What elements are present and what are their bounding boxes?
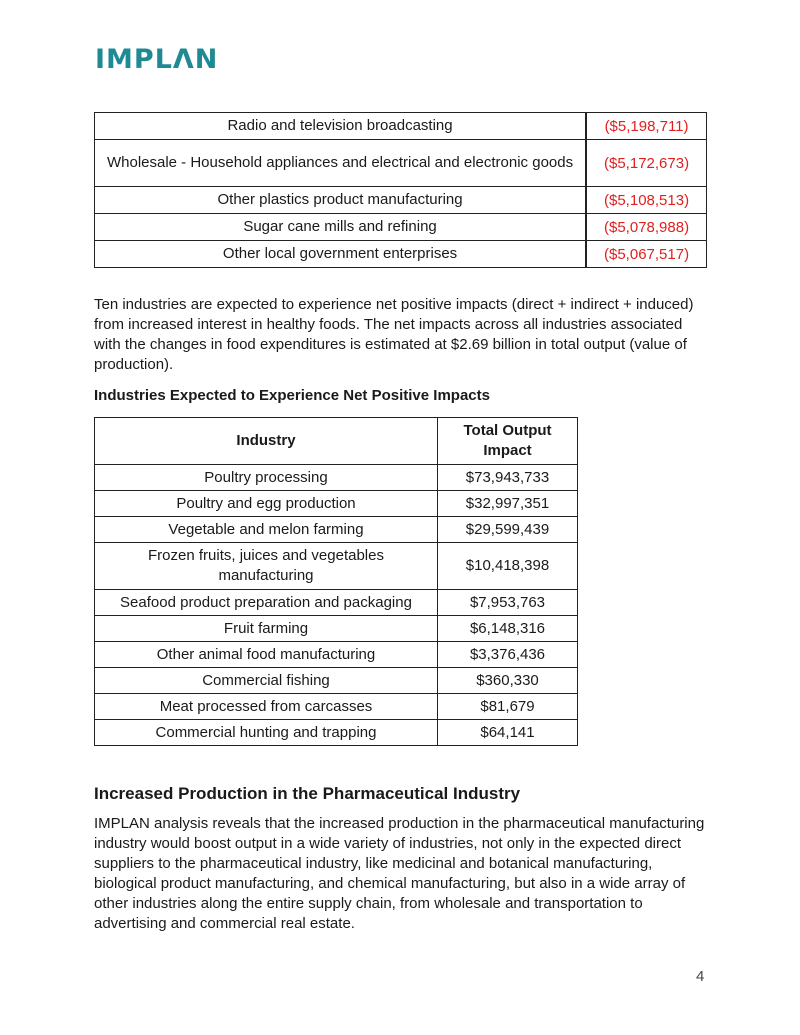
table-row	[95, 616, 578, 642]
industry-cell: Other local government enterprises	[95, 241, 587, 268]
value-cell: ($5,078,988)	[586, 214, 706, 241]
value-cell: $81,679	[438, 694, 578, 720]
table-row	[95, 113, 707, 140]
industry-cell: Meat processed from carcasses	[95, 694, 438, 720]
value-cell: $10,418,398	[438, 543, 578, 590]
page-number: 4	[696, 968, 705, 985]
table-row	[95, 668, 578, 694]
value-cell: $7,953,763	[438, 590, 578, 616]
value-cell: ($5,172,673)	[586, 140, 706, 187]
table-row	[95, 642, 578, 668]
value-cell: ($5,108,513)	[586, 187, 706, 214]
value-cell: ($5,198,711)	[586, 113, 706, 140]
table-row	[95, 187, 707, 214]
value-cell: $6,148,316	[438, 616, 578, 642]
industry-cell: Frozen fruits, juices and vegetables manufacturing	[95, 543, 438, 590]
industry-cell: Poultry processing	[95, 465, 438, 491]
table-row	[95, 491, 578, 517]
table-caption: Industries Expected to Experience Net Positive Impacts	[94, 387, 490, 404]
section-heading: Increased Production in the Pharmaceutical Industry	[94, 784, 521, 803]
table-row	[95, 590, 578, 616]
value-cell: $32,997,351	[438, 491, 578, 517]
value-cell: ($5,067,517)	[586, 241, 706, 268]
healthy-foods-paragraph: Ten industries are expected to experience net positive impacts (direct + indirect + induced) from increased interest in healthy foods. The net impacts across all industries associated with the changes in food expenditures is estimated at $2.69 billion in total output (value of production).	[94, 296, 694, 373]
column-header-industry: Industry	[95, 418, 438, 465]
table-row	[95, 543, 578, 590]
table-row	[95, 720, 578, 746]
pharmaceutical-paragraph: IMPLAN analysis reveals that the increased production in the pharmaceutical manufacturing industry would boost output in a wide variety of industries, not only in the expected direct suppliers to the pharmaceutical industry, like medicinal and botanical manufacturing, biological product manufacturing, and chemical manufacturing, but also in a wide array of other industries along the entire supply chain, from wholesale and transportation to advertising and commercial real estate.	[94, 815, 705, 932]
value-cell: $3,376,436	[438, 642, 578, 668]
industry-cell: Vegetable and melon farming	[95, 517, 438, 543]
industry-cell: Wholesale - Household appliances and electrical and electronic goods	[95, 140, 587, 187]
industry-cell: Sugar cane mills and refining	[95, 214, 587, 241]
table-row	[95, 517, 578, 543]
industry-cell: Fruit farming	[95, 616, 438, 642]
table-row	[95, 694, 578, 720]
industry-cell: Commercial hunting and trapping	[95, 720, 438, 746]
table-header-row	[95, 418, 578, 465]
column-header-total-output: Total Output Impact	[438, 418, 578, 465]
table-row	[95, 214, 707, 241]
industry-cell: Commercial fishing	[95, 668, 438, 694]
value-cell: $360,330	[438, 668, 578, 694]
value-cell: $64,141	[438, 720, 578, 746]
negative-impacts-table	[94, 112, 707, 268]
industry-cell: Poultry and egg production	[95, 491, 438, 517]
industry-cell: Seafood product preparation and packaging	[95, 590, 438, 616]
industry-cell: Radio and television broadcasting	[95, 113, 587, 140]
industry-cell: Other animal food manufacturing	[95, 642, 438, 668]
industry-cell: Other plastics product manufacturing	[95, 187, 587, 214]
positive-impacts-table	[94, 417, 578, 746]
value-cell: $29,599,439	[438, 517, 578, 543]
table-row	[95, 140, 707, 187]
value-cell: $73,943,733	[438, 465, 578, 491]
table-row	[95, 241, 707, 268]
implan-logo: IMPLΛN	[95, 44, 219, 75]
table-row	[95, 465, 578, 491]
